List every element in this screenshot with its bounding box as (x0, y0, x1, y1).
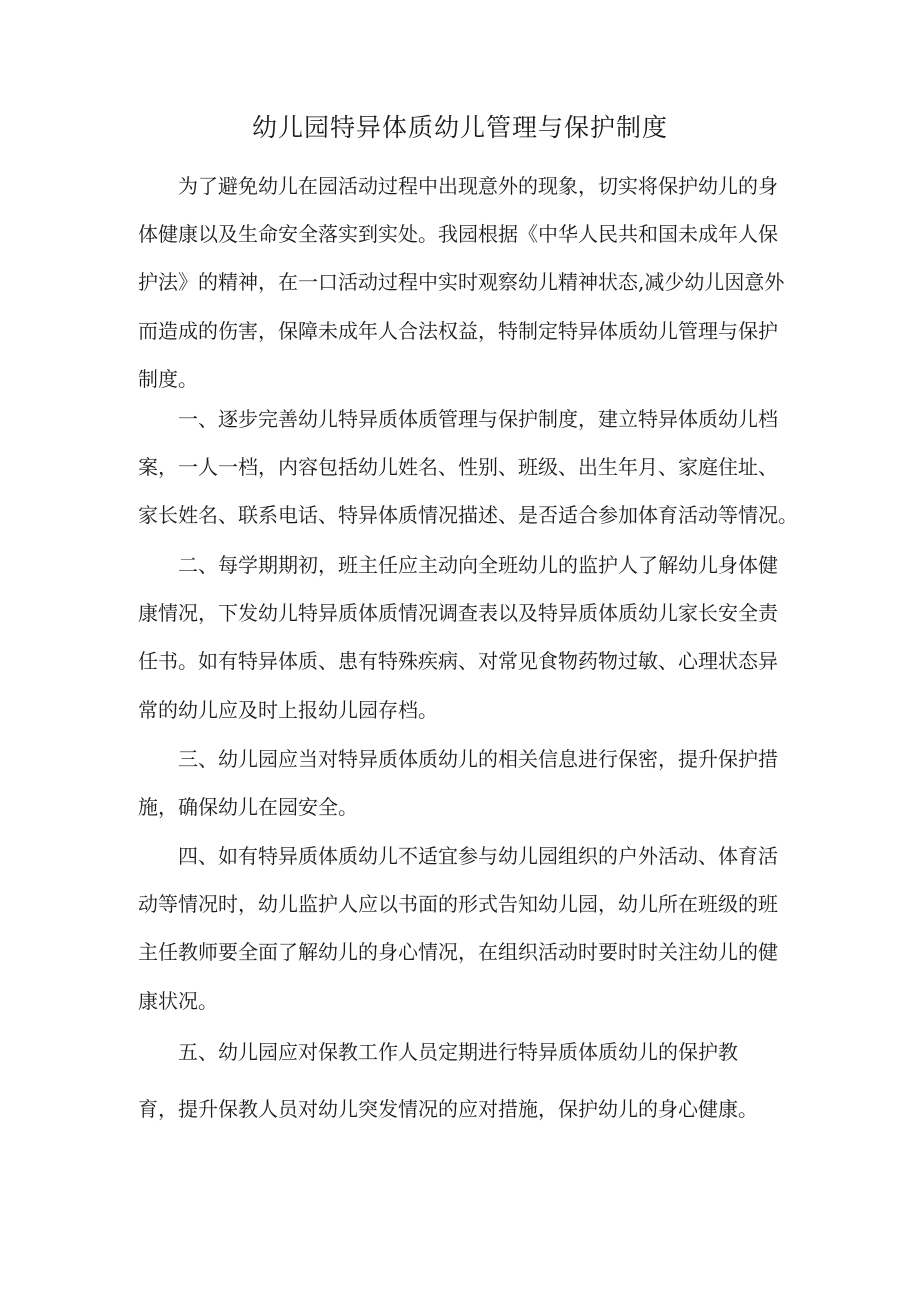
paragraph-line: 康状况。 (138, 988, 218, 1013)
paragraph-line: 案，一人一档，内容包括幼儿姓名、性别、班级、出生年月、家庭住址、 (138, 455, 778, 480)
paragraph-line: 护法》的精神，在一口活动过程中实时观察幼儿精神状态,减少幼儿因意外 (138, 270, 785, 295)
paragraph-line: 任书。如有特异体质、患有特殊疾病、对常见食物药物过敏、心理状态异 (138, 649, 778, 674)
paragraph-line: 四、如有特异质体质幼儿不适宜参与幼儿园组织的户外活动、体育活 (178, 844, 778, 868)
paragraph-line: 二、每学期期初，班主任应主动向全班幼儿的监护人了解幼儿身体健 (178, 553, 778, 577)
paragraph-line: 体健康以及生命安全落实到实处。我园根据《中华人民共和国未成年人保 (138, 222, 778, 247)
paragraph-line: 常的幼儿应及时上报幼儿园存档。 (138, 697, 438, 722)
paragraph-item-3 (138, 735, 788, 831)
paragraph-item-1 (138, 395, 798, 540)
paragraph-line: 一、逐步完善幼儿特异质体质管理与保护制度，建立特异体质幼儿档 (178, 407, 778, 431)
paragraph-line: 三、幼儿园应当对特异质体质幼儿的相关信息进行保密，提升保护措 (178, 747, 778, 771)
paragraph-line: 主任教师要全面了解幼儿的身心情况，在组织活动时要时时关注幼儿的健 (138, 940, 778, 965)
document-title: 幼儿园特异体质幼儿管理与保护制度 (251, 113, 668, 142)
paragraph-line: 而造成的伤害，保障未成年人合法权益，特制定特异体质幼儿管理与保护 (138, 318, 778, 343)
paragraph-item-2 (138, 541, 788, 734)
paragraph-item-5 (138, 1028, 788, 1133)
paragraph-line: 为了避免幼儿在园活动过程中出现意外的现象，切实将保护幼儿的身 (178, 174, 778, 198)
paragraph-line: 动等情况时，幼儿监护人应以书面的形式告知幼儿园，幼儿所在班级的班 (138, 892, 778, 917)
paragraph-item-4 (138, 832, 788, 1025)
paragraph-intro (138, 162, 788, 403)
paragraph-line: 家长姓名、联系电话、特异体质情况描述、是否适合参加体育活动等情况。 (138, 503, 798, 528)
paragraph-line: 育，提升保教人员对幼儿突发情况的应对措施，保护幼儿的身心健康。 (138, 1097, 758, 1121)
paragraph-line: 五、幼儿园应对保教工作人员定期进行特异质体质幼儿的保护教 (178, 1040, 738, 1064)
paragraph-line: 施，确保幼儿在园安全。 (138, 795, 358, 820)
paragraph-line: 康情况，下发幼儿特异质体质情况调查表以及特异质体质幼儿家长安全责 (138, 601, 778, 626)
paragraph-line: 制度。 (138, 366, 198, 391)
